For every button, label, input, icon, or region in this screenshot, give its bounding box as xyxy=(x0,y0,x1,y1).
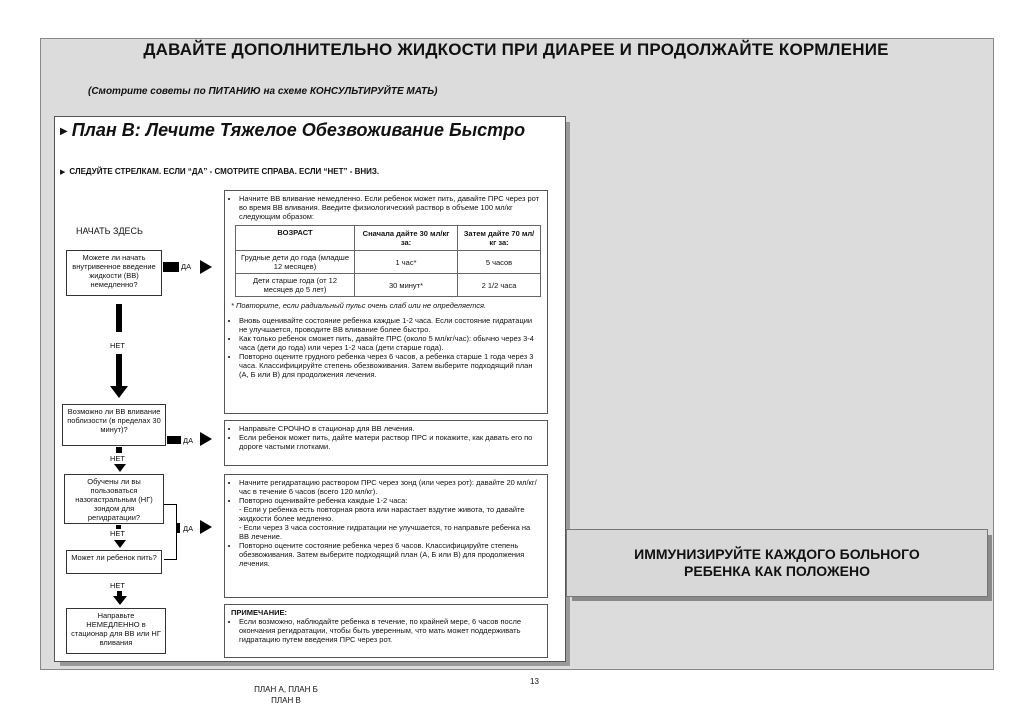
down-arrow-icon xyxy=(114,464,126,472)
question-iv-nearby: Возможно ли ВВ вливание поблизости (в пределах 30 минут)? xyxy=(62,404,166,446)
no-arrow-shaft-1 xyxy=(116,304,122,332)
instruction-box-ng xyxy=(224,474,548,598)
age-table xyxy=(235,225,541,297)
down-arrow-icon xyxy=(114,540,126,548)
plan-title-text: План В: Лечите Тяжелое Обезвоживание Быстро xyxy=(71,120,526,140)
box2-bullet: • Направьте СРОЧНО в стационар для ВВ лечения. xyxy=(239,424,541,433)
table-header-first: Сначала дайте 30 мл/кг за: xyxy=(355,226,458,251)
right-arrow-icon xyxy=(200,432,212,446)
immunize-box xyxy=(566,529,988,597)
yes-arrow-bar-1 xyxy=(163,262,179,272)
box1-bullet: • Повторно оцените грудного ребенка через 6 часов, а ребенка старше 1 года через 3 часа. Классифицируйте степень обезвоживания. Затем выберите подходящий план (А, Б или В) для продолжения лечения. xyxy=(239,352,541,379)
no-label-2: НЕТ xyxy=(110,454,125,463)
footer-line-1: ПЛАН А, ПЛАН Б xyxy=(254,685,318,694)
table-cell: 5 часов xyxy=(458,251,541,274)
no-label-1: НЕТ xyxy=(110,341,125,350)
box3-sub-bullet: - Если у ребенка есть повторная рвота или нарастает вздутие живота, то давайте жидкости более медленно. xyxy=(239,505,525,523)
page-number: 13 xyxy=(530,677,539,686)
no-label-4: НЕТ xyxy=(110,581,125,590)
table-cell: 2 1/2 часа xyxy=(458,274,541,297)
immunize-line-2: РЕБЕНКА КАК ПОЛОЖЕНО xyxy=(684,563,870,579)
down-arrow-icon xyxy=(110,386,128,398)
page-title: ДАВАЙТЕ ДОПОЛНИТЕЛЬНО ЖИДКОСТИ ПРИ ДИАРЕЕ И ПРОДОЛЖАЙТЕ КОРМЛЕНИЕ xyxy=(143,40,889,59)
question-iv-now: Можете ли начать внутривенное введение жидкости (ВВ) немедленно? xyxy=(66,250,162,296)
footer-line-2: ПЛАН В xyxy=(271,696,301,705)
yes-label-1: ДА xyxy=(181,262,192,271)
flow-instruction xyxy=(60,167,379,176)
note-text: • Если возможно, наблюдайте ребенка в течение, по крайней мере, 6 часов после окончания регидратации, чтобы быть уверенным, что мать может поддерживать гидратацию путем введения ПРС через рот. xyxy=(239,617,541,644)
plan-title xyxy=(60,120,525,141)
table-header-age: ВОЗРАСТ xyxy=(236,226,355,251)
no-arrow-shaft-2 xyxy=(116,354,122,388)
immunize-line-1: ИММУНИЗИРУЙТЕ КАЖДОГО БОЛЬНОГО xyxy=(634,546,920,562)
start-label: НАЧАТЬ ЗДЕСЬ xyxy=(76,226,143,236)
instruction-box-refer xyxy=(224,420,548,466)
note-box xyxy=(224,604,548,658)
box3-bullet: • Повторно оценивайте ребенка каждые 1-2 часа: xyxy=(239,496,541,505)
box3-final-bullet: • Повторно оцените состояние ребенка через 6 часов. Классифицируйте степень обезвоживания. Затем выберите подходящий план (А, Б или В) для продолжения лечения. xyxy=(239,541,541,568)
footer xyxy=(236,684,336,706)
triangle-bullet-icon: ▶ xyxy=(60,125,68,137)
table-header-then: Затем дайте 70 мл/кг за: xyxy=(458,226,541,251)
yes-label-2: ДА xyxy=(183,436,194,445)
box1-intro: • Начните ВВ вливание немедленно. Если ребенок может пить, давайте ПРС через рот во время ВВ вливания. Введите физиологический раствор в объеме 100 мл/кг следующим образом: xyxy=(239,194,541,221)
triangle-bullet-icon: ▶ xyxy=(60,168,66,176)
table-cell: Грудные дети до года (младше 12 месяцев) xyxy=(236,251,355,274)
box2-bullet: • Если ребенок может пить, дайте матери раствор ПРС и покажите, как давать его по дороге частыми глотками. xyxy=(239,433,541,451)
yes-arrow-bar-2 xyxy=(167,436,181,444)
instruction-box-iv xyxy=(224,190,548,414)
table-cell: Дети старше года (от 12 месяцев до 5 лет) xyxy=(236,274,355,297)
question-refer-urgent: Направьте НЕМЕДЛЕННО в стационар для ВВ или НГ вливания xyxy=(66,608,166,654)
down-arrow-icon xyxy=(113,596,127,605)
question-ng-trained: Обучены ли вы пользоваться назогастральным (НГ) зондом для регидратации? xyxy=(64,474,164,524)
note-heading: ПРИМЕЧАНИЕ: xyxy=(231,608,288,617)
box1-bullet: • Как только ребенок сможет пить, давайте ПРС (около 5 мл/кг/час): обычно через 3-4 часа (дети до года) или через 1-2 часа (дети старше года). xyxy=(239,334,541,352)
flow-instruction-text: СЛЕДУЙТЕ СТРЕЛКАМ. ЕСЛИ “ДА” - СМОТРИТЕ СПРАВА. ЕСЛИ “НЕТ” - ВНИЗ. xyxy=(69,167,380,176)
table-cell: 30 минут* xyxy=(355,274,458,297)
no-label-3: НЕТ xyxy=(110,529,125,538)
box3-sub-bullet: - Если через 3 часа состояние гидратации не улучшается, то направьте ребенка на ВВ лечение. xyxy=(239,523,531,541)
page-subtitle: (Смотрите советы по ПИТАНИЮ на схеме КОНСУЛЬТИРУЙТЕ МАТЬ) xyxy=(88,86,438,97)
right-arrow-icon xyxy=(200,260,212,274)
box1-bullet: • Вновь оценивайте состояние ребенка каждые 1-2 часа. Если состояние гидратации не улучшается, проводите ВВ вливание более быстро. xyxy=(239,316,541,334)
yes-label-3: ДА xyxy=(183,524,194,533)
question-can-drink: Может ли ребенок пить? xyxy=(66,550,162,574)
box3-bullet: • Начните регидратацию раствором ПРС через зонд (или через рот): давайте 20 мл/кг/час в течение 6 часов (всего 120 мл/кг). xyxy=(239,478,541,496)
yes-arrow-bar-3 xyxy=(176,523,180,533)
box1-note: * Повторите, если радиальный пульс очень слаб или не определяется. xyxy=(231,301,487,310)
no-arrow-shaft-3 xyxy=(116,447,122,453)
right-arrow-icon xyxy=(200,520,212,534)
table-cell: 1 час* xyxy=(355,251,458,274)
